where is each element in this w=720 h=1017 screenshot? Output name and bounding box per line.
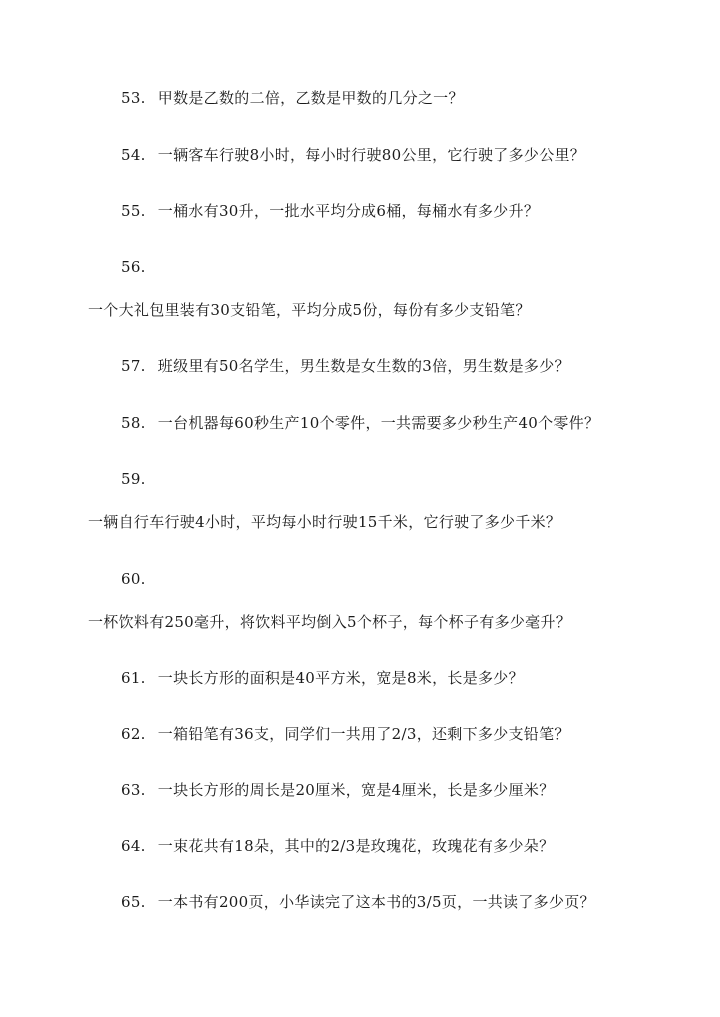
question-62 bbox=[121, 724, 570, 744]
question-text: 一台机器每60秒生产10个零件，一共需要多少秒生产40个零件？ bbox=[157, 414, 600, 432]
question-59-text: 一辆自行车行驶4小时，平均每小时行驶15千米，它行驶了多少千米？ bbox=[88, 513, 562, 531]
question-57 bbox=[121, 356, 570, 376]
question-54 bbox=[121, 145, 585, 165]
question-number: 64. bbox=[121, 837, 146, 855]
question-56-number: 56. bbox=[121, 258, 146, 276]
question-text: 一束花共有18朵，其中的2/3是玫瑰花，玫瑰花有多少朵？ bbox=[157, 837, 555, 855]
question-text: 一箱铅笔有36支，同学们一共用了2/3，还剩下多少支铅笔？ bbox=[157, 725, 570, 743]
question-text: 一桶水有30升，一批水平均分成6桶，每桶水有多少升？ bbox=[157, 202, 540, 220]
question-text: 一块长方形的面积是40平方米，宽是8米，长是多少？ bbox=[157, 669, 524, 687]
question-number: 62. bbox=[121, 725, 146, 743]
question-58 bbox=[121, 413, 599, 433]
question-63 bbox=[121, 780, 555, 800]
question-number: 54. bbox=[121, 146, 146, 164]
question-60-text: 一杯饮料有250毫升，将饮料平均倒入5个杯子，每个杯子有多少毫升？ bbox=[88, 613, 572, 631]
question-text: 一辆客车行驶8小时，每小时行驶80公里，它行驶了多少公里？ bbox=[157, 146, 586, 164]
question-60-number: 60. bbox=[121, 570, 146, 588]
question-number: 55. bbox=[121, 202, 146, 220]
question-61 bbox=[121, 668, 524, 688]
question-text: 一本书有200页，小华读完了这本书的3/5页，一共读了多少页？ bbox=[157, 893, 595, 911]
question-number: 57. bbox=[121, 357, 146, 375]
question-53 bbox=[121, 88, 464, 108]
question-number: 65. bbox=[121, 893, 146, 911]
question-64 bbox=[121, 836, 554, 856]
question-55 bbox=[121, 201, 539, 221]
question-text: 甲数是乙数的二倍，乙数是甲数的几分之一？ bbox=[157, 89, 464, 107]
question-59-number: 59. bbox=[121, 470, 146, 488]
question-65 bbox=[121, 892, 595, 912]
question-text: 班级里有50名学生，男生数是女生数的3倍，男生数是多少？ bbox=[157, 357, 570, 375]
question-number: 63. bbox=[121, 781, 146, 799]
question-number: 58. bbox=[121, 414, 146, 432]
question-number: 61. bbox=[121, 669, 146, 687]
question-text: 一块长方形的周长是20厘米，宽是4厘米，长是多少厘米？ bbox=[157, 781, 555, 799]
question-number: 53. bbox=[121, 89, 146, 107]
question-56-text: 一个大礼包里装有30支铅笔，平均分成5份，每份有多少支铅笔？ bbox=[88, 301, 531, 319]
